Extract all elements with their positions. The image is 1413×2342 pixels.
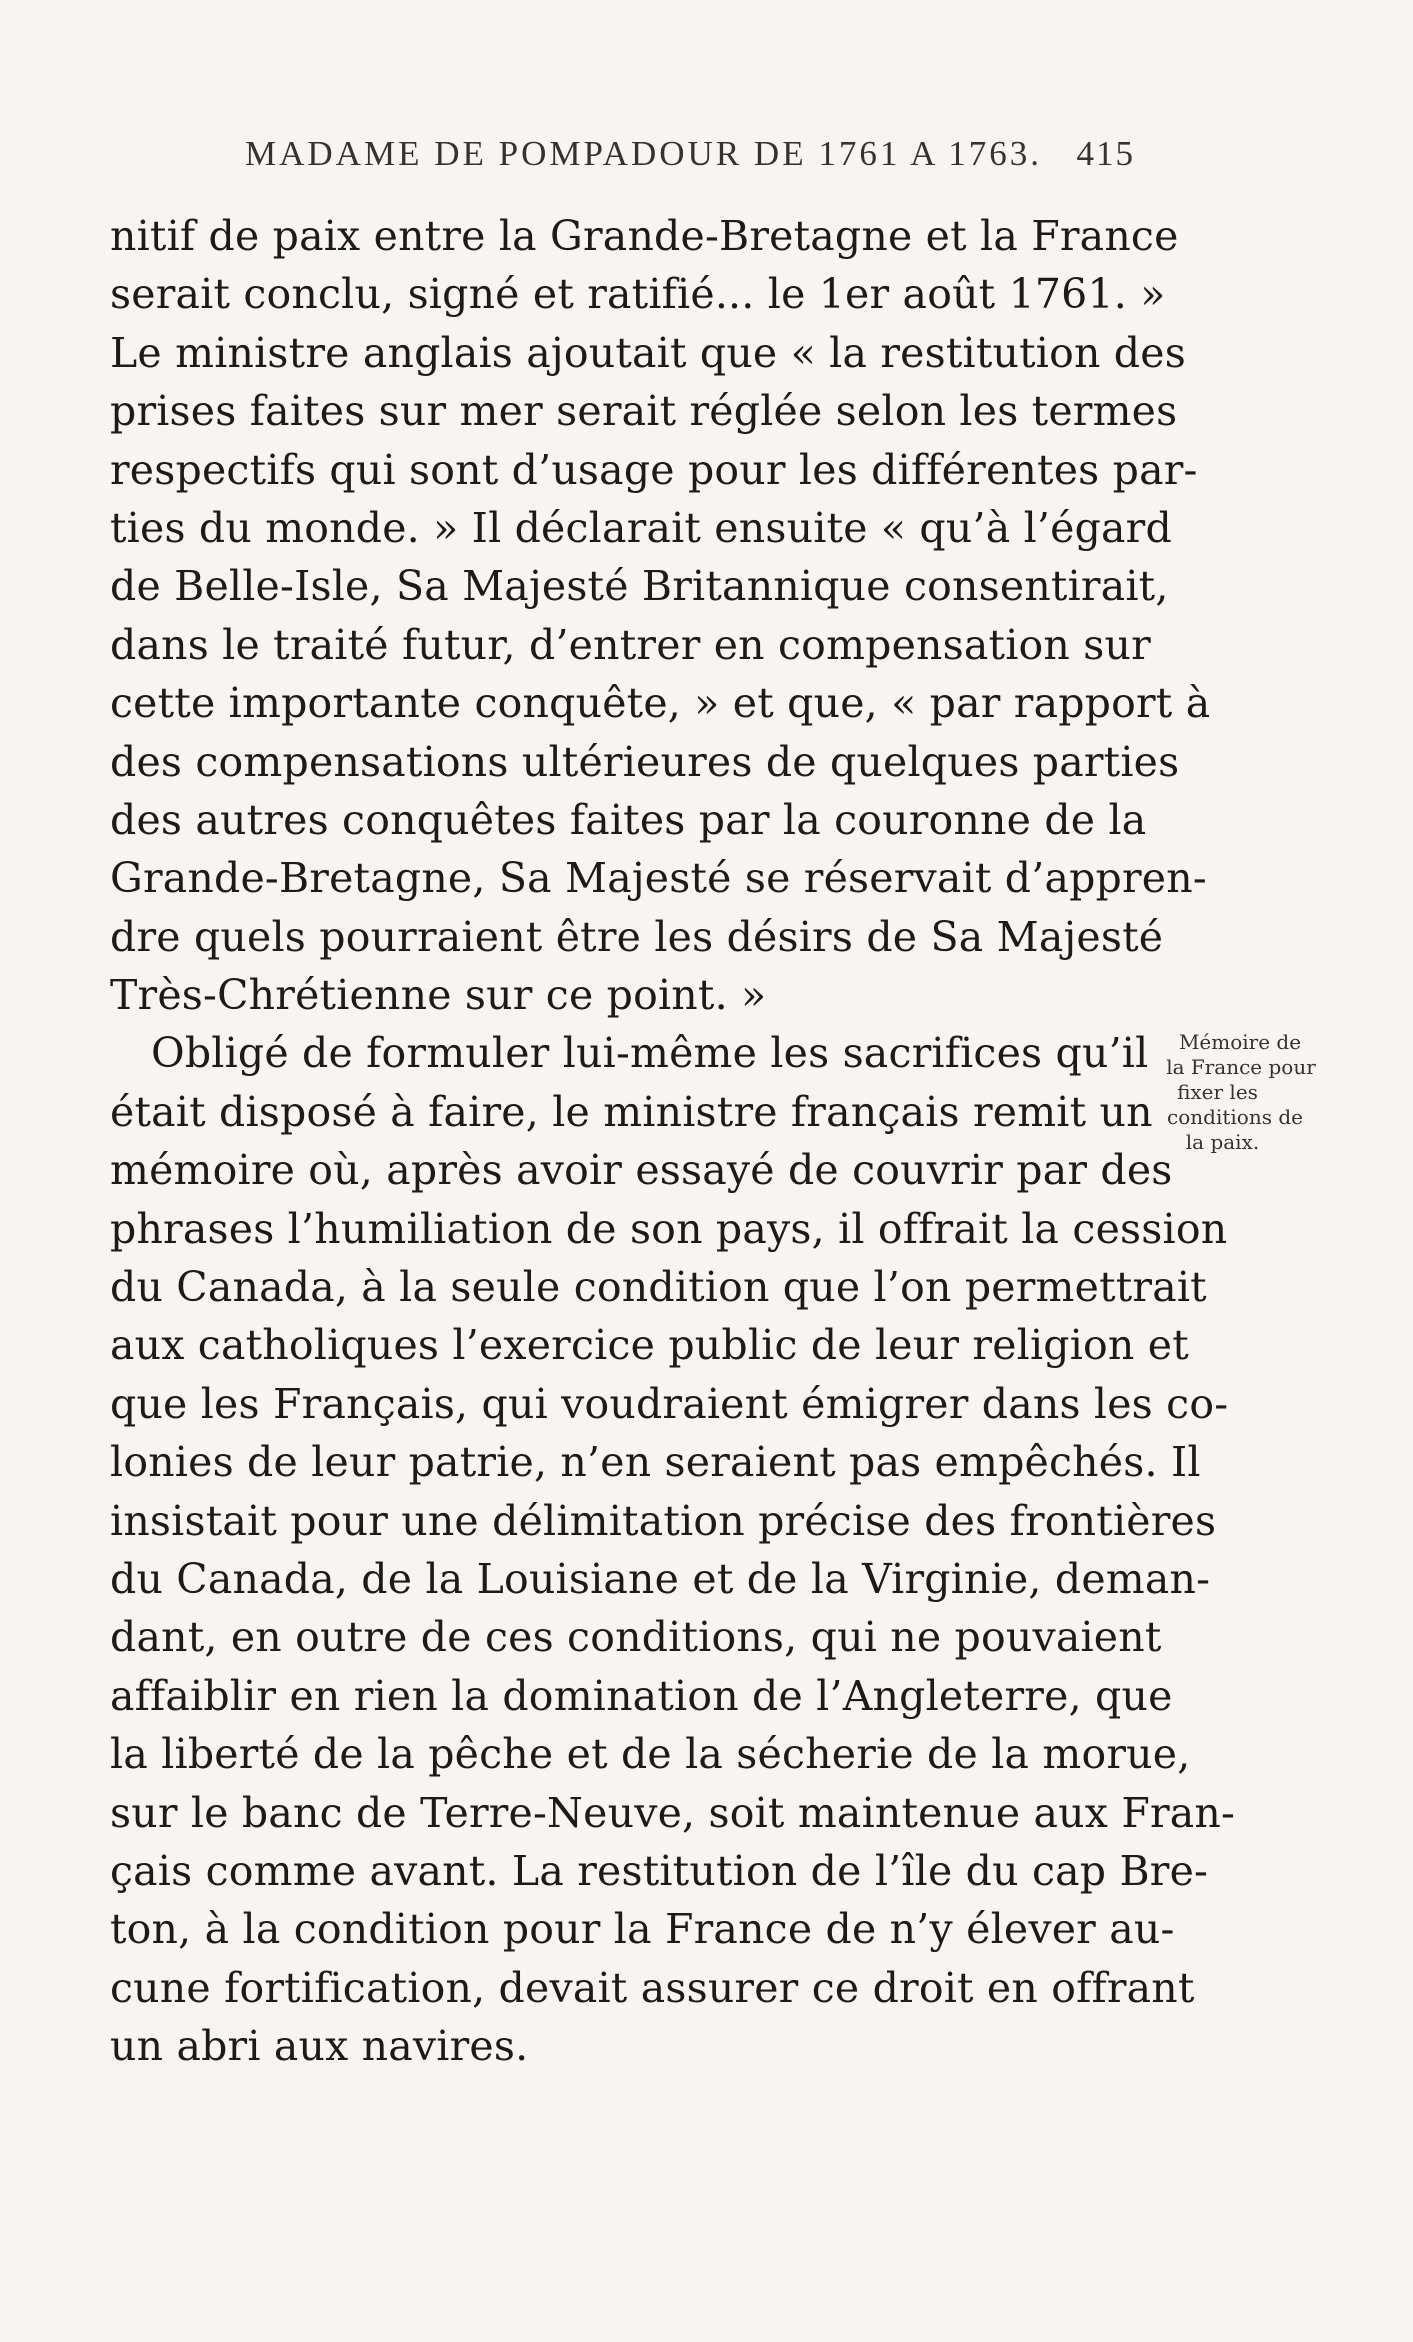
marginal-note-line: la paix. [1185, 1130, 1260, 1154]
body-line: çais comme avant. La restitution de l’île du cap Bre- [110, 1846, 1209, 1895]
body-line: nitif de paix entre la Grande-Bretagne et la France [110, 212, 1179, 260]
running-title: MADAME DE POMPADOUR DE 1761 A 1763. [245, 134, 1042, 173]
body-line: un abri aux navires. [110, 2022, 529, 2071]
body-line: Obligé de formuler lui-même les sacrifices qu’il [151, 1029, 1149, 1078]
marginal-note-line: la France pour [1166, 1055, 1316, 1079]
running-header [245, 134, 1135, 184]
body-line: du Canada, à la seule condition que l’on permettrait [110, 1263, 1207, 1312]
marginal-note-line: Mémoire de [1178, 1030, 1302, 1054]
body-line: de Belle-Isle, Sa Majesté Britannique consentirait, [110, 562, 1169, 611]
body-line: dre quels pourraient être les désirs de Sa Majesté [110, 912, 1164, 961]
body-line: des compensations ultérieures de quelques parties [110, 737, 1180, 786]
body-line: dans le traité futur, d’entrer en compensation sur [110, 620, 1151, 669]
body-line: prises faites sur mer serait réglée selon les termes [110, 387, 1178, 436]
page-number: 415 [1076, 134, 1135, 173]
body-line: Très-Chrétienne sur ce point. » [110, 971, 767, 1020]
body-line: insistait pour une délimitation précise des frontières [110, 1496, 1217, 1545]
body-line: des autres conquêtes faites par la couronne de la [110, 795, 1147, 844]
body-line: était disposé à faire, le ministre français remit un [110, 1087, 1153, 1136]
body-line: la liberté de la pêche et de la sécherie de la morue, [110, 1730, 1191, 1779]
body-line: affaiblir en rien la domination de l’Angleterre, que [110, 1671, 1173, 1720]
body-line: ton, à la condition pour la France de n’y élever au- [110, 1905, 1175, 1954]
body-line: cune fortification, devait assurer ce droit en offrant [110, 1963, 1195, 2012]
marginal-note-line: conditions de [1167, 1105, 1303, 1129]
marginal-note [1125, 1030, 1335, 1155]
body-line: lonies de leur patrie, n’en seraient pas empêchés. Il [110, 1438, 1201, 1487]
body-line: dant, en outre de ces conditions, qui ne pouvaient [110, 1613, 1162, 1662]
body-line: que les Français, qui voudraient émigrer dans les co- [110, 1379, 1229, 1428]
body-line: mémoire où, après avoir essayé de couvrir par des [110, 1146, 1173, 1195]
body-line: serait conclu, signé et ratifié... le 1er août 1761. » [110, 270, 1166, 319]
body-line: du Canada, de la Louisiane et de la Virginie, deman- [110, 1554, 1211, 1603]
body-line: aux catholiques l’exercice public de leur religion et [110, 1321, 1189, 1370]
body-line: cette importante conquête, » et que, « par rapport à [110, 679, 1211, 728]
body-line: phrases l’humiliation de son pays, il offrait la cession [110, 1204, 1228, 1253]
body-line: respectifs qui sont d’usage pour les différentes par- [110, 445, 1198, 494]
body-line: Grande-Bretagne, Sa Majesté se réservait d’appren- [110, 854, 1207, 903]
body-line: sur le banc de Terre-Neuve, soit maintenue aux Fran- [110, 1788, 1236, 1837]
marginal-note-line: fixer les [1177, 1080, 1258, 1104]
body-line: ties du monde. » Il déclarait ensuite « qu’à l’égard [110, 503, 1172, 552]
body-line: Le ministre anglais ajoutait que « la restitution des [110, 328, 1186, 377]
